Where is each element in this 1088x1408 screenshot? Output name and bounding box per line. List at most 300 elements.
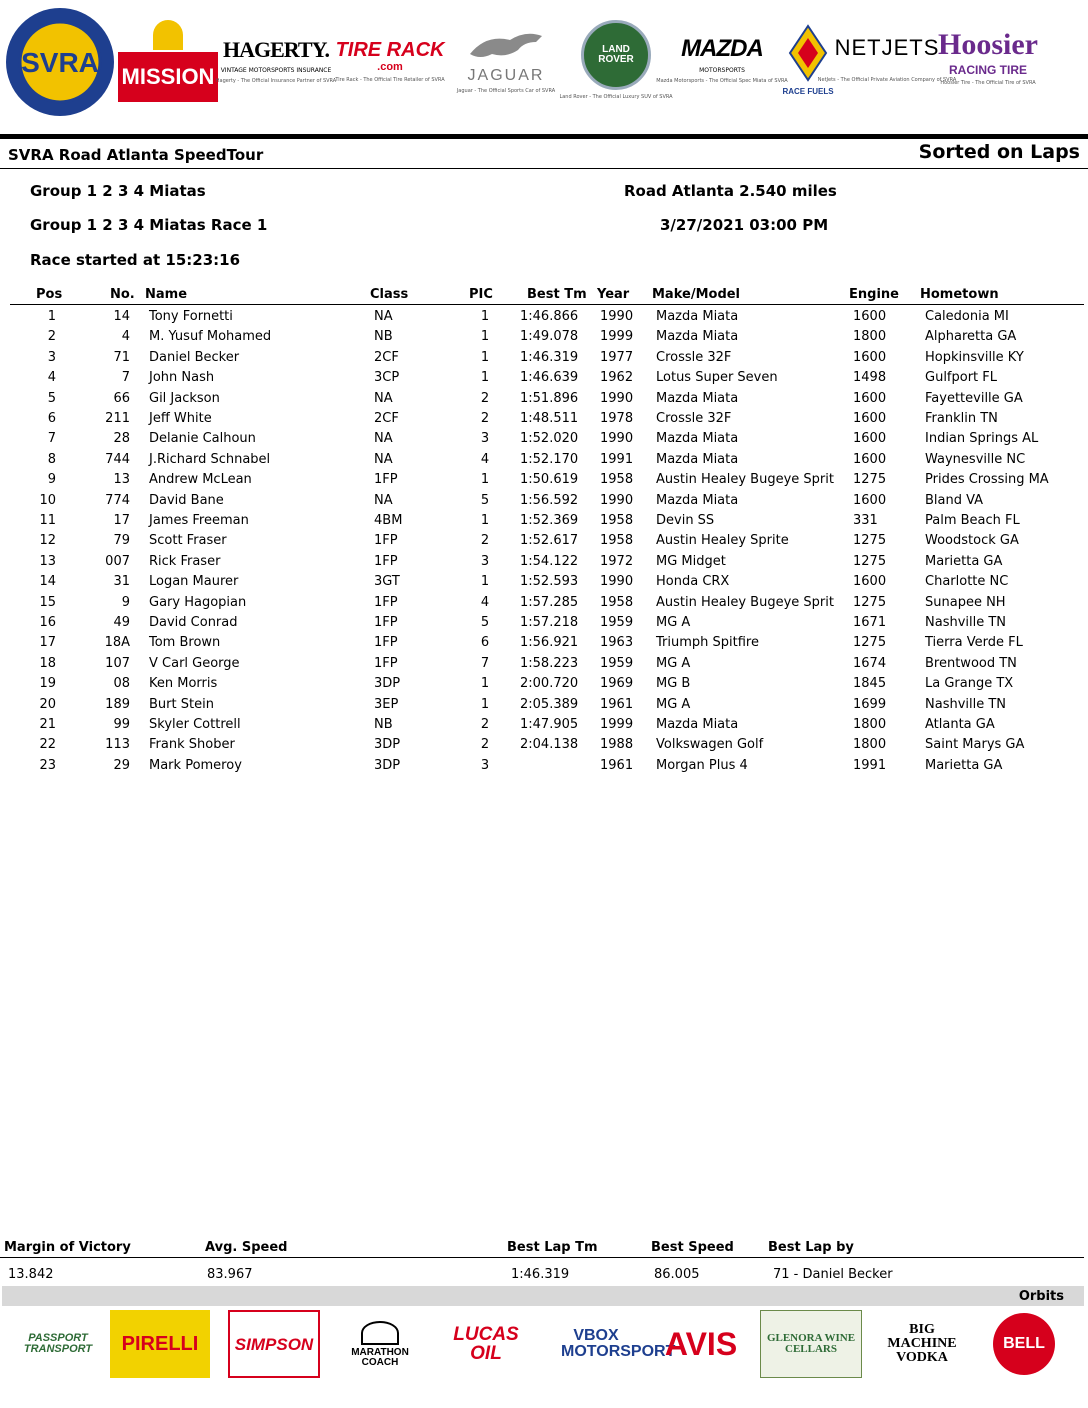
best-speed-value: 86.005 [654,1267,700,1282]
cell-pic: 1 [480,329,490,345]
cell-make: Mazda Miata [656,451,739,467]
cell-pos: 4 [47,370,56,386]
lucas-oil-logo-text: LUCAS OIL [453,1324,519,1364]
table-row [0,737,1088,757]
cell-best: 1:46.866 [520,309,579,324]
cell-no: 66 [113,390,130,406]
cell-year: 1963 [600,635,634,651]
cell-pos: 21 [39,717,56,732]
margin-of-victory-value: 13.842 [8,1267,54,1282]
event-title: SVRA Road Atlanta SpeedTour [8,146,264,164]
landrover-tagline: Land Rover - The Official Luxury SUV of SVRA [559,94,673,100]
cell-hometown: Hopkinsville KY [925,349,1024,365]
cell-best: 1:52.369 [520,513,579,528]
cell-no: 13 [113,472,130,488]
cell-engine: 1699 [853,696,887,712]
cell-best: 1:46.319 [520,349,579,365]
table-row [0,758,1088,778]
cell-name: Frank Shober [149,737,235,753]
cell-name: David Conrad [149,615,238,630]
cell-make: Crossle 32F [656,411,732,426]
cell-class: 1FP [374,594,398,610]
cell-engine: 1671 [853,615,887,630]
cell-make: Mazda Miata [656,390,739,406]
cell-class: 1FP [374,533,398,549]
landrover-logo [559,8,673,112]
netjets-logo-text: NETJETS [834,35,940,60]
cell-hometown: Prides Crossing MA [925,472,1049,488]
cell-engine: 1275 [853,594,887,610]
cell-hometown: Brentwood TN [925,655,1017,671]
orbits-bar [2,1286,1084,1306]
cell-make: Austin Healey Sprite [656,533,789,549]
cell-engine: 1275 [853,635,887,651]
cell-year: 1978 [600,411,634,426]
netjets-tagline: NetJets - The Official Private Aviation Company of SVRA [817,77,957,83]
cell-engine: 1600 [853,349,887,365]
cell-no: 71 [113,349,130,365]
cell-make: MG A [656,615,691,630]
cell-class: NA [374,492,393,508]
cell-class: NA [374,431,393,447]
hoosier-logo [932,6,1044,110]
cell-pos: 15 [39,594,56,610]
cell-name: James Freeman [149,513,249,528]
vbox-logo-text: VBOX MOTORSPORT [561,1327,676,1360]
cell-hometown: Waynesville NC [925,451,1026,467]
cell-year: 1990 [600,574,634,590]
cell-year: 1959 [600,655,634,671]
orbits-label: Orbits [1018,1289,1064,1304]
cell-name: Scott Fraser [149,533,227,549]
svra-logo [4,6,116,118]
vbox-logo [548,1310,676,1378]
cell-pos: 9 [47,472,56,488]
cell-best: 1:49.078 [520,329,579,345]
cell-name: Andrew McLean [149,472,252,488]
cell-engine: 1600 [853,431,887,447]
table-row [0,615,1088,635]
cell-engine: 1275 [853,553,887,569]
cell-year: 1999 [600,329,634,345]
mission-logo [120,10,216,112]
cell-make: Mazda Miata [656,329,739,345]
cell-no: 18A [104,635,130,651]
cell-year: 1990 [600,309,634,324]
cell-no: 17 [113,513,130,528]
cell-year: 1958 [600,594,634,610]
session-name: Group 1 2 3 4 Miatas Race 1 [30,216,268,234]
jaguar-logo-text: JAGUAR [467,67,545,84]
cell-year: 1990 [600,492,634,508]
best-lap-by-value: 71 - Daniel Becker [773,1267,893,1282]
cell-class: 1FP [374,635,398,651]
cell-year: 1961 [600,757,634,773]
col-class-header: Class [370,287,409,302]
cell-make: Mazda Miata [656,309,739,324]
cell-pic: 1 [480,472,490,488]
cell-pos: 16 [39,615,56,630]
header-divider [0,168,1088,169]
cell-engine: 1275 [853,472,887,488]
cell-no: 29 [113,757,130,773]
cell-make: Lotus Super Seven [656,370,778,386]
cell-pic: 7 [480,655,490,671]
cell-best: 1:46.639 [520,370,579,386]
cell-pos: 10 [39,492,56,508]
cell-make: Mazda Miata [656,717,739,732]
cell-pos: 14 [39,574,56,590]
cell-hometown: Caledonia MI [925,309,1009,324]
mission-bell-icon [153,20,183,50]
cell-pos: 13 [39,553,56,569]
cell-make: MG A [656,696,691,712]
cell-no: 31 [113,574,130,590]
cell-no: 14 [113,309,130,324]
cell-pic: 5 [480,492,490,508]
bell-logo-text: BELL [1003,1335,1045,1352]
jaguar-leaper-icon [466,24,546,68]
cell-hometown: Marietta GA [925,757,1003,773]
cell-engine: 1800 [853,329,887,345]
sunoco-logo [782,8,834,112]
table-row [0,370,1088,390]
big-machine-logo [868,1310,976,1378]
cell-no: 744 [105,451,130,467]
top-sponsor-banner [0,0,1088,125]
table-row [0,676,1088,696]
race-start-time: Race started at 15:23:16 [30,251,241,269]
cell-make: Mazda Miata [656,431,739,447]
mazda-tagline: Mazda Motorsports - The Official Spec Miata of SVRA [656,77,788,84]
cell-name: J.Richard Schnabel [149,451,271,467]
table-row [0,533,1088,553]
pirelli-logo-text: PIRELLI [121,1333,199,1355]
hagerty-subtitle: VINTAGE MOTORSPORTS INSURANCE [220,66,332,74]
cell-pos: 17 [39,635,56,651]
cell-year: 1990 [600,390,634,406]
table-row [0,595,1088,615]
table-row [0,472,1088,492]
table-row [0,574,1088,594]
mazda-subtitle: MOTORSPORTS [699,66,745,74]
bell-logo [984,1310,1064,1378]
cell-best: 1:52.170 [520,451,579,467]
cell-pic: 2 [480,717,490,732]
cell-name: Gary Hagopian [149,594,247,610]
cell-pos: 18 [39,655,56,671]
cell-hometown: Nashville TN [925,615,1007,630]
cell-no: 007 [105,553,130,569]
cell-hometown: Fayetteville GA [925,390,1023,406]
jaguar-tagline: Jaguar - The Official Sports Car of SVRA [456,88,556,94]
sunoco-diamond-icon [788,24,828,82]
cell-hometown: Saint Marys GA [925,737,1025,753]
cell-best: 1:57.285 [520,594,579,610]
cell-pos: 3 [47,349,56,365]
jaguar-logo [454,12,558,106]
cell-class: 3DP [374,676,401,692]
cell-engine: 1600 [853,492,887,508]
table-header-rule [10,304,1084,305]
cell-no: 4 [121,329,130,345]
cell-pic: 1 [480,513,490,528]
cell-hometown: Bland VA [925,492,984,508]
tirerack-logo [335,16,445,106]
cell-pos: 5 [47,390,56,406]
cell-hometown: Gulfport FL [925,370,998,386]
cell-class: NB [374,329,393,345]
cell-pic: 3 [480,431,490,447]
cell-class: NA [374,390,393,406]
cell-engine: 1991 [853,757,887,773]
table-row [0,391,1088,411]
cell-name: V Carl George [149,655,240,671]
cell-make: Morgan Plus 4 [656,757,748,773]
cell-best: 1:57.218 [520,615,579,630]
cell-name: Rick Fraser [149,553,221,569]
hagerty-tagline: Hagerty - The Official Insurance Partner of SVRA [215,77,337,84]
cell-no: 49 [113,615,130,630]
hoosier-tagline: Hoosier Tire - The Official Tire of SVRA [940,80,1036,86]
table-row [0,513,1088,533]
cell-year: 1962 [600,370,634,386]
table-row [0,431,1088,451]
col-pic-header: PIC [469,287,493,302]
summary-rule [0,1257,1084,1258]
cell-pic: 4 [480,594,490,610]
cell-engine: 1600 [853,309,887,324]
cell-no: 107 [105,655,130,671]
session-datetime: 3/27/2021 03:00 PM [660,216,829,234]
margin-of-victory-label: Margin of Victory [4,1240,131,1255]
cell-no: 28 [113,431,130,447]
marathon-crest-icon [361,1321,399,1345]
cell-name: Burt Stein [149,696,214,712]
cell-best: 2:04.138 [520,737,579,753]
cell-best: 1:56.921 [520,635,579,651]
simpson-logo [228,1310,320,1378]
cell-make: MG B [656,676,691,692]
big-machine-logo-text: BIG MACHINE VODKA [887,1322,957,1365]
group-name: Group 1 2 3 4 Miatas [30,182,206,200]
cell-name: Ken Morris [149,676,218,692]
table-row [0,329,1088,349]
table-row [0,411,1088,431]
cell-pic: 4 [480,451,490,467]
cell-engine: 1674 [853,655,887,671]
cell-make: Austin Healey Bugeye Sprit [656,594,834,610]
landrover-badge [581,20,651,90]
avg-speed-value: 83.967 [207,1267,253,1282]
cell-best: 2:05.389 [520,696,579,712]
cell-pic: 2 [480,737,490,753]
cell-best: 1:52.593 [520,574,579,590]
cell-name: M. Yusuf Mohamed [149,329,272,345]
cell-class: 1FP [374,553,398,569]
table-row [0,350,1088,370]
cell-name: Tony Fornetti [149,309,233,324]
cell-name: Daniel Becker [149,349,240,365]
cell-best: 2:00.720 [520,676,579,692]
cell-engine: 1800 [853,737,887,753]
cell-best: 1:51.896 [520,390,579,406]
cell-pos: 7 [47,431,56,447]
tirerack-logo-text: TIRE RACK [335,38,445,61]
cell-make: Triumph Spitfire [656,635,759,651]
cell-class: 1FP [374,615,398,630]
cell-pic: 6 [480,635,490,651]
cell-engine: 1845 [853,676,887,692]
cell-year: 1999 [600,717,634,732]
cell-class: NA [374,309,393,324]
cell-name: Gil Jackson [149,390,220,406]
cell-make: Crossle 32F [656,349,732,365]
cell-class: 4BM [374,513,403,528]
hoosier-logo-text: Hoosier [938,28,1038,61]
cell-year: 1988 [600,737,634,753]
cell-hometown: Franklin TN [925,411,998,426]
cell-class: 2CF [374,411,399,426]
cell-year: 1958 [600,472,634,488]
cell-make: Honda CRX [656,574,730,590]
cell-best: 1:56.592 [520,492,579,508]
header-top-rule [0,134,1088,139]
cell-pos: 11 [39,513,56,528]
cell-pos: 12 [39,533,56,549]
cell-no: 99 [113,717,130,732]
table-row [0,493,1088,513]
cell-no: 774 [105,492,130,508]
cell-class: NA [374,451,393,467]
sort-label: Sorted on Laps [918,141,1080,163]
cell-class: 3EP [374,696,399,712]
cell-pos: 20 [39,696,56,712]
table-row [0,697,1088,717]
landrover-logo-text: LAND ROVER [598,44,634,65]
cell-hometown: La Grange TX [925,676,1014,692]
cell-pic: 1 [480,676,490,692]
cell-engine: 1600 [853,451,887,467]
cell-pic: 2 [480,411,490,426]
cell-engine: 1498 [853,370,887,386]
marathon-coach-logo-text: MARATHON COACH [351,1346,409,1368]
avis-logo-text: AVIS [664,1326,738,1362]
avg-speed-label: Avg. Speed [205,1240,288,1255]
pirelli-logo [110,1310,210,1378]
cell-class: 1FP [374,655,398,671]
table-row [0,717,1088,737]
cell-class: NB [374,717,393,732]
glenora-logo-text: GLENORA WINE CELLARS [766,1332,856,1355]
cell-pos: 2 [47,329,56,345]
hagerty-logo [215,16,337,106]
cell-make: Volkswagen Golf [656,737,764,753]
tirerack-dotcom: .com [377,60,403,73]
cell-name: John Nash [149,370,215,386]
cell-pic: 1 [480,349,490,365]
cell-name: Jeff White [149,411,212,426]
cell-year: 1972 [600,553,634,569]
bell-badge [993,1313,1055,1375]
svra-logo-text: SVRA [21,47,99,78]
best-lap-label: Best Lap Tm [507,1240,598,1255]
cell-hometown: Charlotte NC [925,574,1009,590]
mazda-logo [656,8,788,112]
cell-best: 1:52.617 [520,533,579,549]
cell-name: Skyler Cottrell [149,717,241,732]
cell-best: 1:50.619 [520,472,579,488]
col-make-header: Make/Model [652,287,741,302]
cell-pic: 3 [480,553,490,569]
cell-year: 1969 [600,676,634,692]
cell-hometown: Indian Springs AL [925,431,1039,447]
cell-name: Logan Maurer [149,574,239,590]
cell-class: 3DP [374,757,401,773]
cell-no: 113 [105,737,130,753]
table-row [0,309,1088,329]
cell-best: 1:47.905 [520,717,579,732]
cell-name: Tom Brown [149,635,221,651]
cell-pic: 1 [480,370,490,386]
cell-no: 7 [121,370,130,386]
cell-no: 9 [121,594,130,610]
cell-engine: 1800 [853,717,887,732]
cell-make: Devin SS [656,513,715,528]
cell-hometown: Marietta GA [925,553,1003,569]
cell-pos: 1 [47,309,56,324]
cell-no: 08 [113,676,130,692]
cell-pos: 23 [39,757,56,773]
table-row [0,635,1088,655]
col-name-header: Name [145,287,188,302]
cell-make: MG Midget [656,553,726,569]
cell-pos: 8 [47,451,56,467]
glenora-logo [760,1310,862,1378]
cell-year: 1990 [600,431,634,447]
cell-hometown: Nashville TN [925,696,1007,712]
mission-logo-text: MISSION [118,52,219,102]
table-row [0,452,1088,472]
sunoco-subtitle: RACE FUELS [782,87,834,96]
cell-hometown: Palm Beach FL [925,513,1020,528]
tirerack-tagline: Tire Rack - The Official Tire Retailer of SVRA [335,76,445,83]
cell-name: Delanie Calhoun [149,431,256,447]
cell-make: Mazda Miata [656,492,739,508]
col-engine-header: Engine [849,287,899,302]
cell-engine: 1275 [853,533,887,549]
col-hometown-header: Hometown [920,287,999,302]
cell-pic: 2 [480,390,490,406]
cell-name: David Bane [149,492,224,508]
cell-engine: 1600 [853,411,887,426]
cell-year: 1959 [600,615,634,630]
cell-class: 1FP [374,472,398,488]
table-row [0,656,1088,676]
track-name: Road Atlanta 2.540 miles [624,182,837,200]
cell-class: 2CF [374,349,399,365]
marathon-coach-logo [332,1310,428,1378]
cell-best: 1:48.511 [520,411,579,426]
cell-make: Austin Healey Bugeye Sprit [656,472,834,488]
cell-make: MG A [656,655,691,671]
passport-transport-logo [12,1310,104,1378]
best-lap-value: 1:46.319 [511,1267,570,1282]
simpson-logo-text: SIMPSON [234,1334,314,1354]
cell-best: 1:58.223 [520,655,579,671]
cell-year: 1977 [600,349,634,365]
cell-pos: 19 [39,676,56,692]
